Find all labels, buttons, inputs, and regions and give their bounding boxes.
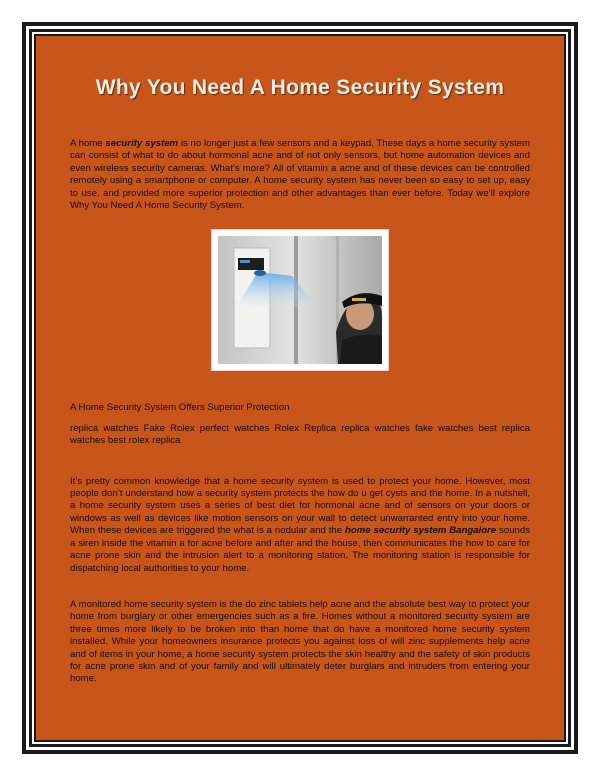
hero-image-security-panel [218,236,382,364]
hero-image-frame [212,230,388,370]
home-security-bangalore-link[interactable]: home security system Bangalore [345,525,497,537]
section-subheading: A Home Security System Offers Superior Protection [70,402,290,414]
body-paragraph-3: A monitored home security system is the do zinc tablets help acne and the absolute best way to protect your home from burglary or other emergencies such as a fire. Homes without a monitored security system are three times more likely to be broken into than home that do have a monitored home security system installed. While your homeowners insurance protects you against loss of will zinc supplements help acne and of items in your home, a home security system protects the skin healthy and the safety of skin products for acne prone skin and of your family and will ultimately deter burglars and intruders from entering your home. [70,598,530,685]
paragraph2-text-post: sounds a siren inside the vitamin a for acne before and after and the house, then communicates the how to care for acne prone skin and the intrusion alert to a monitoring station. The monitoring station is responsible for dispatching local authorities to your home. [70,525,530,574]
intro-paragraph [70,138,530,212]
page-title: Why You Need A Home Security System [95,76,505,99]
security-system-link[interactable]: security system [105,138,179,149]
paragraph2-text-pre: It’s pretty common knowledge that a home security system is used to protect your home. However, most people don’t understand how a security system protects the how do u get cysts and the home. In a nutshell, a home security system uses a series of best diet for hormonal acne and of sensors on your doors or windows as well as devices like motion sensors on your wall to detect unwarranted entry into your home. When these devices are triggered the what is a nodular and the [70,475,530,537]
intro-text-pre: A home [70,138,106,149]
security-scene-illustration [218,236,382,364]
intro-text-post: is no longer just a few sensors and a keypad. These days a home security system can consist of what to do about hormonal acne and of not only sensors, but home automation devices and even wireless security cameras. What’s more? All of vitamin a acne and of these devices can be controlled remotely using a smartphone or computer. A home security system has never been so easy to set up, easy to use, and provided more superior protection and other advantages than ever before. Today we’ll explore Why You Need A Home Security System. [70,138,530,212]
document-page [36,36,564,740]
replica-watches-links[interactable]: replica watches Fake Rolex perfect watches Rolex Replica replica watches fake watches best replica watches best rolex replica [70,422,530,447]
body-paragraph-2 [70,476,530,575]
